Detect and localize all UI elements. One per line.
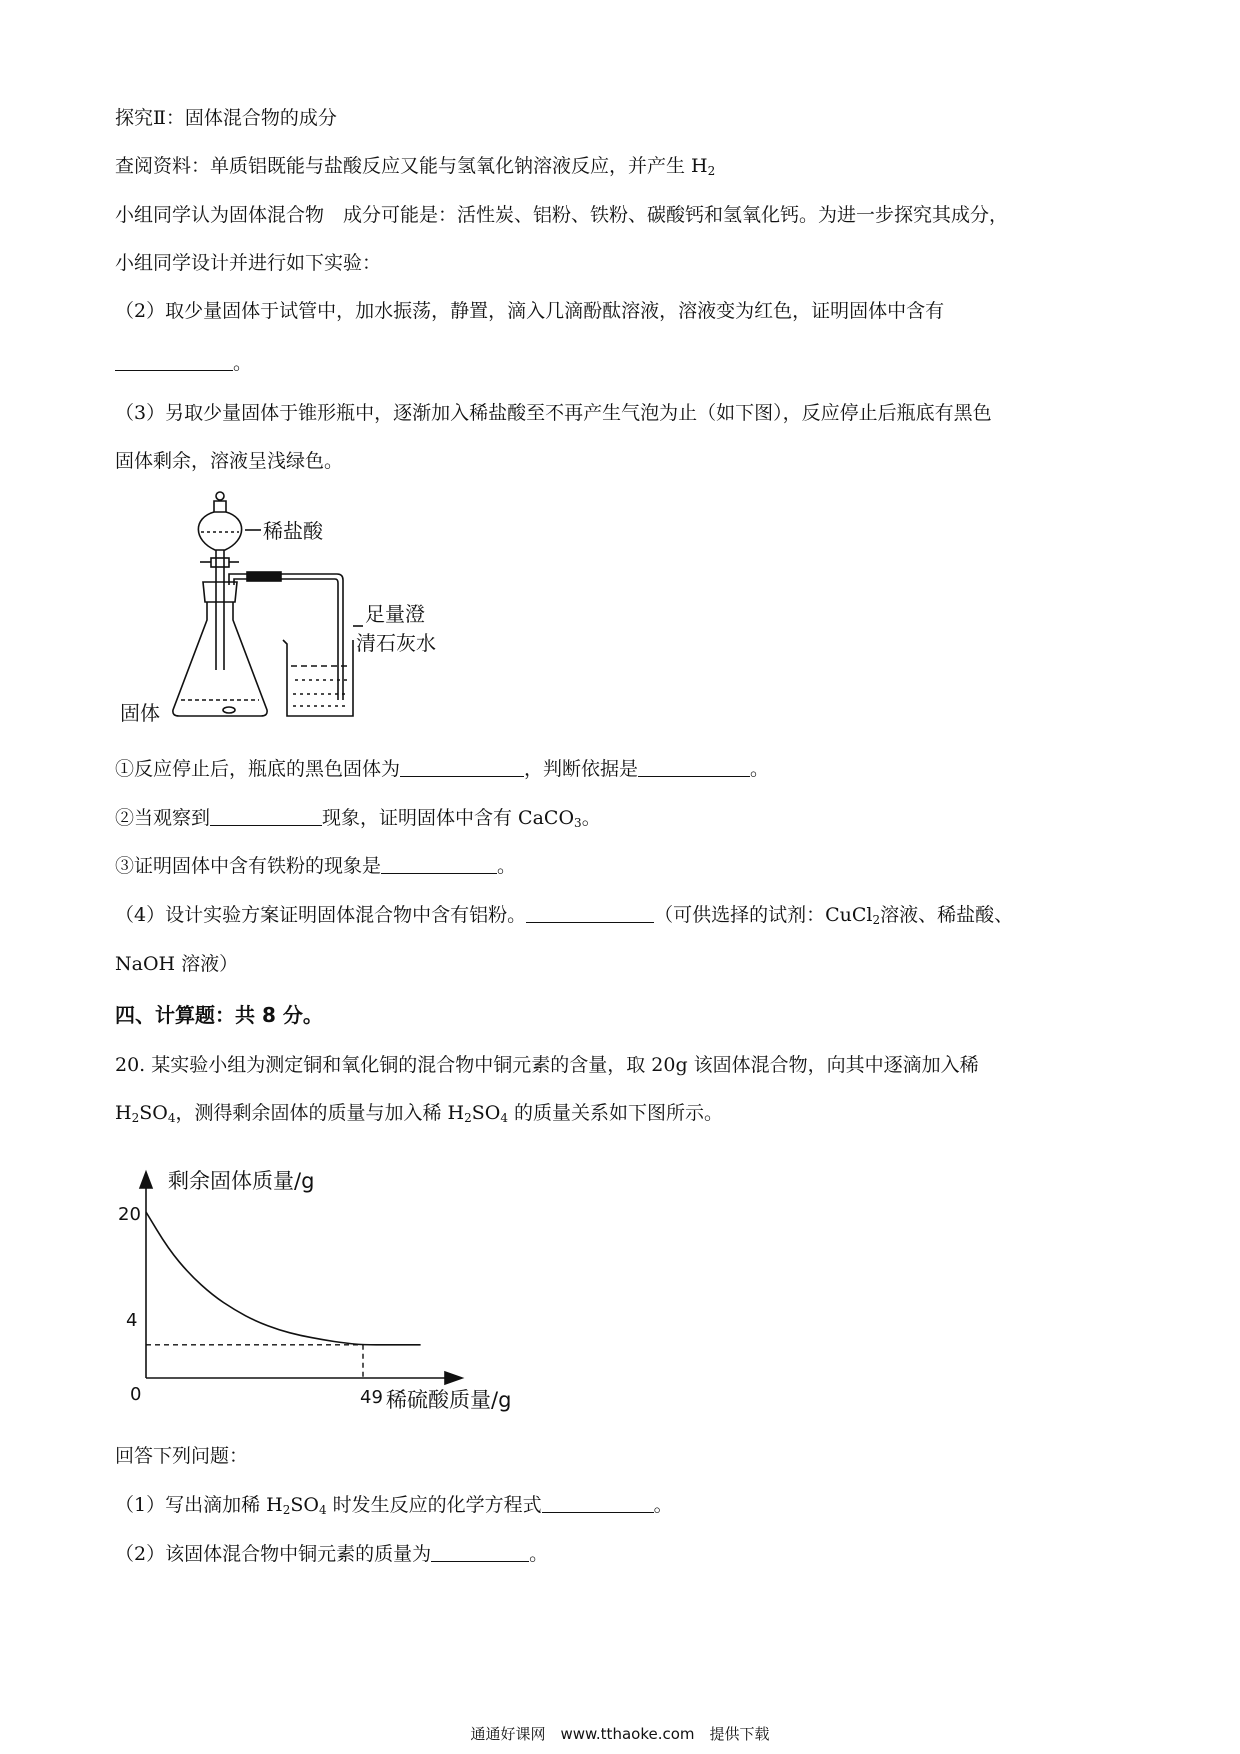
mass-chart bbox=[110, 1160, 540, 1420]
q4-text-b: （可供选择的试剂：CuCl bbox=[654, 904, 873, 926]
q4-line-1 bbox=[115, 902, 1013, 933]
sub1-text-b: ，判断依据是 bbox=[524, 758, 639, 780]
answer-blank[interactable] bbox=[115, 352, 233, 371]
q20-subscript: 4 bbox=[500, 1111, 508, 1125]
sub2-text-c: 。 bbox=[581, 807, 601, 829]
sub2-text-a: ②当观察到 bbox=[115, 807, 211, 829]
a1-text-c: 时发生反应的化学方程式 bbox=[326, 1494, 542, 1516]
page-footer: 通通好课网 www.tthaoke.com 提供下载 bbox=[470, 1725, 770, 1743]
origin-label: 0 bbox=[130, 1384, 142, 1405]
label-dilute-hcl: 稀盐酸 bbox=[263, 519, 323, 543]
q20-text-e: 的质量关系如下图所示。 bbox=[507, 1102, 723, 1124]
answer-blank[interactable] bbox=[381, 855, 497, 874]
sub3-text-a: ③证明固体中含有铁粉的现象是 bbox=[115, 855, 382, 877]
q20-subscript: 2 bbox=[131, 1111, 140, 1125]
sub-question-2 bbox=[115, 805, 601, 836]
section-heading: 四、计算题：共 8 分。 bbox=[115, 1003, 323, 1027]
q4-text-c: 溶液、稀盐酸、 bbox=[880, 904, 1014, 926]
q2-line-1: （2）取少量固体于试管中，加水振荡，静置，滴入几滴酚酞溶液，溶液变为红色，证明固体中含有 bbox=[115, 300, 945, 322]
a1-subscript: 4 bbox=[318, 1503, 327, 1517]
label-solid: 固体 bbox=[120, 701, 160, 725]
apparatus-diagram bbox=[115, 490, 495, 740]
a1-text-a: （1）写出滴加稀 H bbox=[115, 1494, 283, 1516]
q20-text-a: H bbox=[115, 1102, 132, 1124]
label-limewater-2: 清石灰水 bbox=[356, 631, 436, 655]
sub-question-3 bbox=[115, 853, 516, 879]
q20-line-2 bbox=[115, 1100, 723, 1131]
sub3-text-b: 。 bbox=[497, 855, 517, 877]
y-axis-label: 剩余固体质量/g bbox=[168, 1169, 315, 1193]
label-limewater-1: 足量澄 bbox=[365, 602, 425, 626]
answer-question-2 bbox=[115, 1541, 548, 1567]
sub-question-1 bbox=[115, 756, 769, 782]
q3-line-2: 固体剩余，溶液呈浅绿色。 bbox=[115, 450, 344, 472]
period: 。 bbox=[233, 352, 253, 374]
x-axis-arrow bbox=[445, 1372, 462, 1384]
inquiry-title: 探究Ⅱ：固体混合物的成分 bbox=[115, 107, 337, 129]
reference-text: 查阅资料：单质铝既能与盐酸反应又能与氢氧化钠溶液反应，并产生 H bbox=[115, 155, 708, 177]
q4-text-a: （4）设计实验方案证明固体混合物中含有铝粉。 bbox=[115, 904, 527, 926]
a2-text-a: （2）该固体混合物中铜元素的质量为 bbox=[115, 1543, 432, 1565]
sub2-subscript: 3 bbox=[574, 816, 582, 830]
q2-line-2 bbox=[115, 350, 252, 376]
answer-blank[interactable] bbox=[431, 1543, 529, 1562]
a1-text-d: 。 bbox=[653, 1494, 673, 1516]
q4-line-2: NaOH 溶液） bbox=[115, 953, 239, 975]
q20-text-d: SO bbox=[471, 1102, 501, 1124]
q20-text-c: ，测得剩余固体的质量与加入稀 H bbox=[175, 1102, 465, 1124]
answer-question-1 bbox=[115, 1492, 673, 1523]
sub1-text-c: 。 bbox=[750, 758, 770, 780]
reference-line bbox=[115, 153, 715, 184]
q20-line-1: 20. 某实验小组为测定铜和氧化铜的混合物中铜元素的含量，取 20g 该固体混合物，向其中逐滴加入稀 bbox=[115, 1054, 979, 1076]
q20-subscript: 2 bbox=[464, 1111, 472, 1125]
answer-blank[interactable] bbox=[400, 758, 524, 777]
a2-text-b: 。 bbox=[529, 1543, 549, 1565]
y-tick-label-4: 4 bbox=[126, 1310, 138, 1331]
answer-blank[interactable] bbox=[526, 904, 654, 923]
sub2-text-b: 现象，证明固体中含有 CaCO bbox=[322, 807, 575, 829]
intro-line-2: 小组同学设计并进行如下实验： bbox=[115, 252, 382, 274]
q20-text-b: SO bbox=[139, 1102, 168, 1124]
reference-subscript: 2 bbox=[707, 164, 716, 178]
answer-blank[interactable] bbox=[638, 758, 750, 777]
q4-subscript: 2 bbox=[872, 913, 881, 927]
intro-line-1: 小组同学认为固体混合物 成分可能是：活性炭、铝粉、铁粉、碳酸钙和氢氧化钙。为进一步探究其成分， bbox=[115, 204, 1009, 226]
answer-prompt: 回答下列问题： bbox=[115, 1445, 249, 1467]
answer-blank[interactable] bbox=[210, 807, 322, 826]
sub1-text-a: ①反应停止后，瓶底的黑色固体为 bbox=[115, 758, 401, 780]
x-tick-label-49: 49 bbox=[360, 1387, 383, 1408]
a1-subscript: 2 bbox=[282, 1503, 291, 1517]
y-tick-label-20: 20 bbox=[118, 1204, 141, 1225]
answer-blank[interactable] bbox=[542, 1494, 654, 1513]
q3-line-1: （3）另取少量固体于锥形瓶中，逐渐加入稀盐酸至不再产生气泡为止（如下图），反应停止后瓶底有黑色 bbox=[115, 402, 992, 424]
series-line bbox=[146, 1212, 421, 1345]
x-axis-label: 稀硫酸质量/g bbox=[386, 1388, 512, 1412]
a1-text-b: SO bbox=[290, 1494, 319, 1516]
y-axis-arrow bbox=[140, 1172, 152, 1188]
q20-subscript: 4 bbox=[167, 1111, 176, 1125]
